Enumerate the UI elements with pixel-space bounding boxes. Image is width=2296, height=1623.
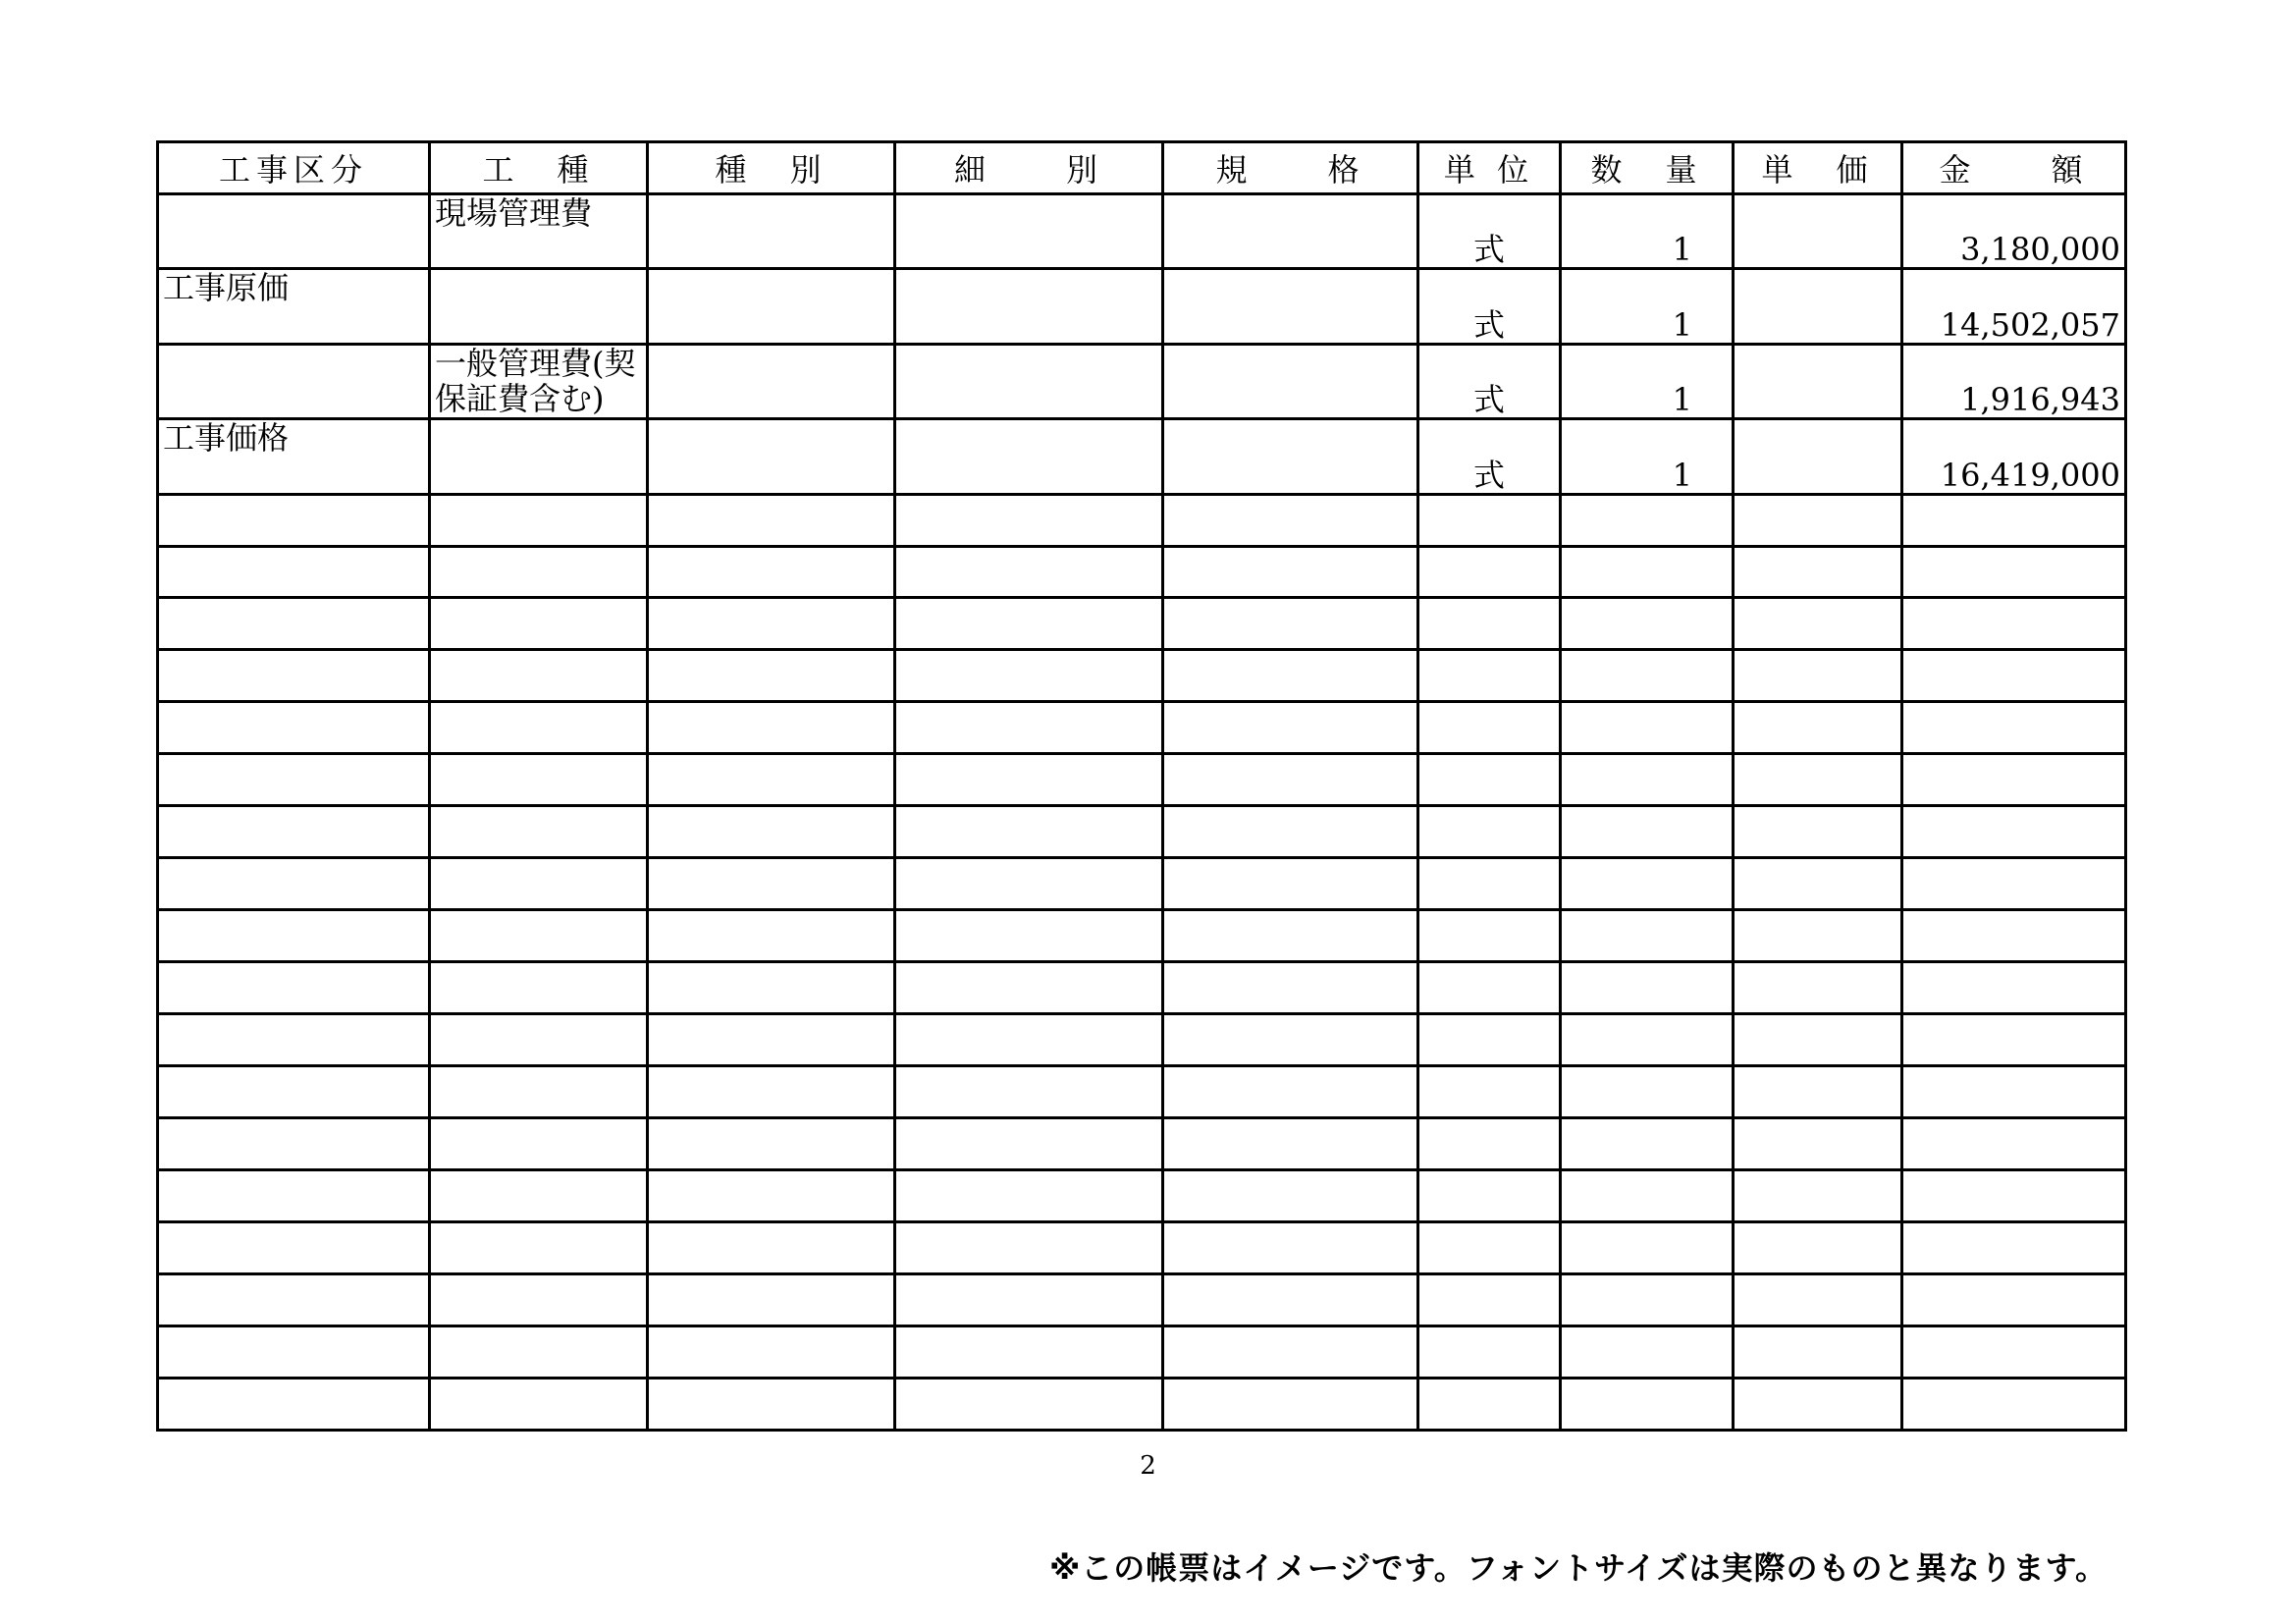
blank-cell bbox=[895, 1273, 1163, 1325]
blank-cell bbox=[1561, 1118, 1734, 1170]
blank-table-row bbox=[158, 1221, 2126, 1273]
blank-cell bbox=[1163, 1169, 1418, 1221]
blank-cell bbox=[1418, 650, 1561, 702]
blank-cell bbox=[158, 1169, 430, 1221]
blank-cell bbox=[1163, 858, 1418, 910]
blank-table-row bbox=[158, 1169, 2126, 1221]
blank-cell bbox=[1902, 1169, 2126, 1221]
blank-cell bbox=[1561, 1014, 1734, 1066]
header-kubun: 工事区分 bbox=[158, 142, 430, 194]
blank-cell bbox=[1734, 910, 1902, 962]
cell-kingaku: 3,180,000 bbox=[1902, 194, 2126, 269]
blank-cell bbox=[430, 1066, 648, 1118]
blank-cell bbox=[1902, 1014, 2126, 1066]
cell-shubetsu bbox=[648, 344, 895, 418]
blank-table-row bbox=[158, 1066, 2126, 1118]
blank-table-row bbox=[158, 1118, 2126, 1170]
blank-table-row bbox=[158, 1014, 2126, 1066]
blank-table-row bbox=[158, 494, 2126, 546]
blank-cell bbox=[430, 1325, 648, 1378]
blank-cell bbox=[1418, 806, 1561, 858]
cell-kubun: 工事価格 bbox=[158, 419, 430, 494]
blank-cell bbox=[1418, 702, 1561, 754]
blank-cell bbox=[895, 1378, 1163, 1430]
blank-table-row bbox=[158, 598, 2126, 650]
blank-cell bbox=[1902, 910, 2126, 962]
blank-cell bbox=[1418, 962, 1561, 1014]
blank-cell bbox=[648, 1325, 895, 1378]
blank-cell bbox=[895, 858, 1163, 910]
blank-table-row bbox=[158, 754, 2126, 806]
blank-cell bbox=[1561, 754, 1734, 806]
blank-cell bbox=[1163, 1325, 1418, 1378]
blank-cell bbox=[1163, 598, 1418, 650]
blank-cell bbox=[430, 910, 648, 962]
blank-cell bbox=[158, 1118, 430, 1170]
blank-cell bbox=[895, 1221, 1163, 1273]
blank-cell bbox=[1418, 598, 1561, 650]
blank-cell bbox=[1418, 1273, 1561, 1325]
blank-cell bbox=[1734, 1221, 1902, 1273]
blank-cell bbox=[1734, 494, 1902, 546]
blank-cell bbox=[1163, 650, 1418, 702]
footnote: ※この帳票はイメージです。フォントサイズは実際のものと異なります。 bbox=[1049, 1549, 2108, 1587]
blank-table-row bbox=[158, 702, 2126, 754]
cell-tani: 式 bbox=[1418, 269, 1561, 344]
blank-cell bbox=[1163, 1014, 1418, 1066]
blank-cell bbox=[1163, 962, 1418, 1014]
blank-cell bbox=[895, 650, 1163, 702]
blank-cell bbox=[158, 1066, 430, 1118]
cell-koshu: 一般管理費(契 保証費含む) bbox=[430, 344, 648, 418]
table-row bbox=[158, 269, 2126, 344]
blank-cell bbox=[158, 910, 430, 962]
cell-tanka bbox=[1734, 194, 1902, 269]
blank-cell bbox=[895, 1118, 1163, 1170]
cell-koshu: 現場管理費 bbox=[430, 194, 648, 269]
cell-tanka bbox=[1734, 419, 1902, 494]
blank-cell bbox=[430, 1273, 648, 1325]
blank-cell bbox=[1734, 1118, 1902, 1170]
blank-cell bbox=[895, 1014, 1163, 1066]
blank-cell bbox=[1163, 754, 1418, 806]
blank-cell bbox=[1902, 1378, 2126, 1430]
cell-kubun bbox=[158, 194, 430, 269]
blank-cell bbox=[430, 702, 648, 754]
blank-cell bbox=[1561, 494, 1734, 546]
blank-cell bbox=[158, 962, 430, 1014]
cell-kikaku bbox=[1163, 194, 1418, 269]
header-suryo: 数 量 bbox=[1561, 142, 1734, 194]
blank-cell bbox=[648, 1221, 895, 1273]
blank-cell bbox=[158, 650, 430, 702]
blank-cell bbox=[1163, 1066, 1418, 1118]
blank-cell bbox=[895, 494, 1163, 546]
blank-cell bbox=[1418, 1169, 1561, 1221]
blank-cell bbox=[1902, 1325, 2126, 1378]
blank-cell bbox=[1561, 1169, 1734, 1221]
blank-cell bbox=[1734, 598, 1902, 650]
cell-suryo: 1 bbox=[1561, 344, 1734, 418]
blank-cell bbox=[895, 962, 1163, 1014]
blank-cell bbox=[895, 546, 1163, 598]
blank-cell bbox=[648, 858, 895, 910]
cell-kingaku: 16,419,000 bbox=[1902, 419, 2126, 494]
cell-shubetsu bbox=[648, 269, 895, 344]
blank-cell bbox=[1734, 858, 1902, 910]
blank-cell bbox=[1418, 1325, 1561, 1378]
blank-cell bbox=[1734, 962, 1902, 1014]
blank-cell bbox=[430, 598, 648, 650]
blank-cell bbox=[648, 1066, 895, 1118]
blank-cell bbox=[895, 754, 1163, 806]
blank-cell bbox=[648, 1014, 895, 1066]
blank-cell bbox=[1561, 702, 1734, 754]
blank-cell bbox=[1418, 910, 1561, 962]
blank-cell bbox=[1163, 494, 1418, 546]
blank-table-row bbox=[158, 1273, 2126, 1325]
blank-cell bbox=[430, 754, 648, 806]
blank-cell bbox=[1561, 598, 1734, 650]
blank-cell bbox=[1902, 754, 2126, 806]
table-row bbox=[158, 344, 2126, 418]
blank-cell bbox=[1902, 1221, 2126, 1273]
cell-saibetsu bbox=[895, 419, 1163, 494]
blank-cell bbox=[1561, 962, 1734, 1014]
blank-cell bbox=[1734, 806, 1902, 858]
table-row bbox=[158, 419, 2126, 494]
blank-cell bbox=[648, 702, 895, 754]
blank-cell bbox=[1418, 1378, 1561, 1430]
blank-cell bbox=[430, 1014, 648, 1066]
estimate-table bbox=[156, 140, 2127, 1432]
blank-cell bbox=[895, 702, 1163, 754]
blank-table-row bbox=[158, 806, 2126, 858]
blank-cell bbox=[1418, 1066, 1561, 1118]
blank-cell bbox=[648, 1378, 895, 1430]
blank-table-row bbox=[158, 1378, 2126, 1430]
blank-cell bbox=[1902, 702, 2126, 754]
blank-cell bbox=[158, 754, 430, 806]
blank-cell bbox=[895, 806, 1163, 858]
blank-cell bbox=[895, 910, 1163, 962]
blank-cell bbox=[648, 962, 895, 1014]
blank-cell bbox=[1902, 494, 2126, 546]
cell-tani: 式 bbox=[1418, 419, 1561, 494]
header-kingaku: 金 額 bbox=[1902, 142, 2126, 194]
blank-cell bbox=[1902, 858, 2126, 910]
blank-table-row bbox=[158, 962, 2126, 1014]
blank-table-row bbox=[158, 546, 2126, 598]
cell-kingaku: 1,916,943 bbox=[1902, 344, 2126, 418]
blank-cell bbox=[1561, 1325, 1734, 1378]
cell-suryo: 1 bbox=[1561, 269, 1734, 344]
blank-cell bbox=[1734, 754, 1902, 806]
header-koshu: 工 種 bbox=[430, 142, 648, 194]
blank-cell bbox=[158, 702, 430, 754]
blank-cell bbox=[158, 806, 430, 858]
blank-cell bbox=[430, 494, 648, 546]
blank-cell bbox=[1734, 1066, 1902, 1118]
cell-shubetsu bbox=[648, 194, 895, 269]
cell-kubun bbox=[158, 344, 430, 418]
blank-cell bbox=[648, 754, 895, 806]
blank-cell bbox=[430, 650, 648, 702]
blank-cell bbox=[1561, 1273, 1734, 1325]
blank-cell bbox=[1734, 1273, 1902, 1325]
blank-cell bbox=[1902, 962, 2126, 1014]
blank-cell bbox=[648, 650, 895, 702]
blank-cell bbox=[158, 1273, 430, 1325]
blank-cell bbox=[158, 1014, 430, 1066]
cell-suryo: 1 bbox=[1561, 419, 1734, 494]
blank-table-row bbox=[158, 910, 2126, 962]
blank-cell bbox=[1561, 806, 1734, 858]
blank-cell bbox=[430, 546, 648, 598]
blank-cell bbox=[430, 858, 648, 910]
blank-cell bbox=[1163, 546, 1418, 598]
cell-koshu bbox=[430, 419, 648, 494]
blank-cell bbox=[1418, 1014, 1561, 1066]
blank-cell bbox=[648, 806, 895, 858]
table-row bbox=[158, 194, 2126, 269]
blank-cell bbox=[158, 1325, 430, 1378]
blank-cell bbox=[895, 1066, 1163, 1118]
blank-cell bbox=[1561, 650, 1734, 702]
blank-cell bbox=[1902, 598, 2126, 650]
blank-cell bbox=[1734, 702, 1902, 754]
blank-cell bbox=[430, 806, 648, 858]
cell-suryo: 1 bbox=[1561, 194, 1734, 269]
blank-cell bbox=[1561, 910, 1734, 962]
blank-cell bbox=[1734, 1378, 1902, 1430]
header-tani: 単 位 bbox=[1418, 142, 1561, 194]
blank-cell bbox=[1163, 702, 1418, 754]
blank-cell bbox=[430, 1118, 648, 1170]
blank-cell bbox=[1734, 650, 1902, 702]
blank-cell bbox=[1902, 650, 2126, 702]
blank-cell bbox=[158, 858, 430, 910]
cell-saibetsu bbox=[895, 269, 1163, 344]
header-row bbox=[158, 142, 2126, 194]
blank-cell bbox=[895, 598, 1163, 650]
cell-kingaku: 14,502,057 bbox=[1902, 269, 2126, 344]
blank-cell bbox=[1418, 494, 1561, 546]
blank-table-row bbox=[158, 650, 2126, 702]
header-kikaku: 規 格 bbox=[1163, 142, 1418, 194]
blank-cell bbox=[1734, 546, 1902, 598]
blank-cell bbox=[158, 546, 430, 598]
blank-cell bbox=[1163, 1378, 1418, 1430]
blank-cell bbox=[895, 1169, 1163, 1221]
cell-saibetsu bbox=[895, 194, 1163, 269]
blank-cell bbox=[1561, 1066, 1734, 1118]
blank-cell bbox=[430, 1378, 648, 1430]
blank-cell bbox=[1561, 858, 1734, 910]
cell-kikaku bbox=[1163, 419, 1418, 494]
cell-kikaku bbox=[1163, 269, 1418, 344]
blank-cell bbox=[158, 598, 430, 650]
blank-cell bbox=[1163, 806, 1418, 858]
cell-tanka bbox=[1734, 269, 1902, 344]
page-number: 2 bbox=[1140, 1451, 1156, 1481]
blank-cell bbox=[895, 1325, 1163, 1378]
cell-kubun: 工事原価 bbox=[158, 269, 430, 344]
blank-table-row bbox=[158, 1325, 2126, 1378]
cell-kikaku bbox=[1163, 344, 1418, 418]
blank-cell bbox=[158, 1378, 430, 1430]
blank-cell bbox=[1902, 1066, 2126, 1118]
cell-tani: 式 bbox=[1418, 194, 1561, 269]
blank-cell bbox=[1561, 1221, 1734, 1273]
blank-cell bbox=[158, 494, 430, 546]
blank-cell bbox=[1561, 546, 1734, 598]
blank-cell bbox=[648, 1273, 895, 1325]
blank-cell bbox=[1418, 754, 1561, 806]
blank-cell bbox=[648, 494, 895, 546]
blank-table-row bbox=[158, 858, 2126, 910]
blank-cell bbox=[648, 910, 895, 962]
blank-cell bbox=[1902, 1273, 2126, 1325]
header-tanka: 単 価 bbox=[1734, 142, 1902, 194]
cell-tani: 式 bbox=[1418, 344, 1561, 418]
cell-shubetsu bbox=[648, 419, 895, 494]
header-saibetsu: 細 別 bbox=[895, 142, 1163, 194]
blank-cell bbox=[1418, 1221, 1561, 1273]
blank-cell bbox=[1902, 546, 2126, 598]
blank-cell bbox=[430, 1221, 648, 1273]
blank-cell bbox=[1902, 806, 2126, 858]
blank-cell bbox=[1418, 858, 1561, 910]
blank-cell bbox=[1734, 1014, 1902, 1066]
blank-cell bbox=[1163, 1221, 1418, 1273]
blank-cell bbox=[1163, 1118, 1418, 1170]
blank-cell bbox=[648, 598, 895, 650]
blank-cell bbox=[648, 546, 895, 598]
blank-cell bbox=[1163, 1273, 1418, 1325]
blank-cell bbox=[158, 1221, 430, 1273]
blank-cell bbox=[648, 1169, 895, 1221]
cell-saibetsu bbox=[895, 344, 1163, 418]
blank-cell bbox=[1418, 546, 1561, 598]
blank-cell bbox=[1734, 1169, 1902, 1221]
cell-tanka bbox=[1734, 344, 1902, 418]
blank-cell bbox=[430, 962, 648, 1014]
blank-cell bbox=[1734, 1325, 1902, 1378]
cell-koshu bbox=[430, 269, 648, 344]
blank-cell bbox=[648, 1118, 895, 1170]
blank-cell bbox=[1163, 910, 1418, 962]
header-shubetsu: 種 別 bbox=[648, 142, 895, 194]
blank-cell bbox=[1902, 1118, 2126, 1170]
blank-cell bbox=[1418, 1118, 1561, 1170]
blank-cell bbox=[430, 1169, 648, 1221]
blank-cell bbox=[1561, 1378, 1734, 1430]
